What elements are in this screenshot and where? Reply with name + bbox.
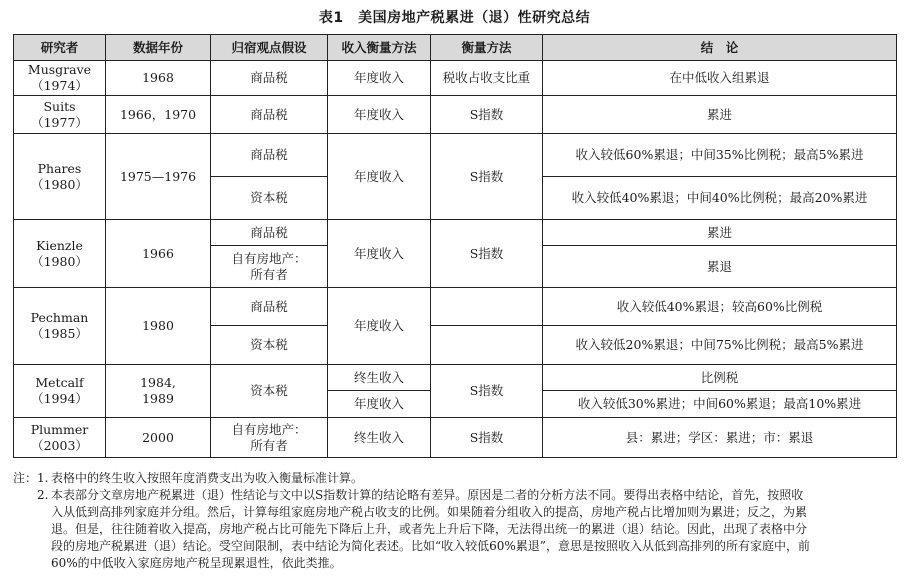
publication-year: （1980）	[31, 253, 88, 269]
publication-year: （1974）	[31, 78, 88, 93]
note-number: 1.	[37, 471, 49, 485]
conclusion-cell: 在中低收入组累退	[543, 61, 897, 96]
publication-year: （1994）	[31, 391, 88, 406]
incidence-cell: 商品税	[211, 134, 328, 177]
note-text: 段的房地产税累进（退）结论。受空间限制，表中结论为简化表述。比如“收入较低60%累退”，意思是按照收入从低到高排列的所有家庭中，前	[51, 539, 810, 553]
income-cell: 年度收入	[328, 288, 431, 365]
header-researcher: 研究者	[14, 35, 106, 61]
measure-cell: S指数	[431, 365, 543, 418]
note-number: 2.	[37, 488, 49, 502]
table-row	[14, 96, 897, 134]
income-cell: 终生收入	[328, 365, 431, 391]
data-year-cell: 1966	[106, 220, 211, 288]
incidence-cell	[211, 418, 328, 458]
conclusion-cell: 收入较低60%累退；中间35%比例税；最高5%累进	[543, 134, 897, 177]
note-text: 入从低到高排列家庭并分组。然后，计算每组家庭房地产税占收支的比例。如果随着分组收入的提高，房地产税占比增加则为累进；反之，为累	[51, 505, 808, 519]
header-data-year: 数据年份	[106, 35, 211, 61]
table-row	[14, 288, 897, 326]
measure-cell: S指数	[431, 134, 543, 220]
header-conclusion: 结 论	[543, 35, 897, 61]
data-year-cell: 2000	[106, 418, 211, 458]
income-cell: 年度收入	[328, 96, 431, 134]
income-cell: 年度收入	[328, 61, 431, 96]
note-text: 60%的中低收入家庭房地产税呈现累退性，依此类推。	[51, 556, 342, 570]
researcher-name: Kienzle	[36, 237, 83, 253]
conclusion-cell: 收入较低20%累退；中间75%比例税；最高5%累进	[543, 326, 897, 365]
table-row	[14, 365, 897, 391]
measure-cell: 税收占收支比重	[431, 61, 543, 96]
researcher-cell	[14, 61, 106, 96]
header-income-measure: 收入衡量方法	[328, 35, 431, 61]
conclusion-cell: 收入较低30%累进；中间60%累退；最高10%累进	[543, 391, 897, 418]
incidence-cell: 商品税	[211, 220, 328, 246]
data-year-cell: 1966，1970	[106, 96, 211, 134]
data-year-cell: 1975—1976	[106, 134, 211, 220]
researcher-name: Phares	[37, 160, 82, 176]
data-year-cell: 1968	[106, 61, 211, 96]
header-incidence: 归宿观点假设	[211, 35, 328, 61]
table-row	[14, 61, 897, 96]
researcher-name: Suits	[43, 98, 76, 114]
table-notes	[13, 470, 896, 572]
researcher-name: Plummer	[30, 421, 89, 437]
researcher-cell	[14, 96, 106, 134]
measure-cell	[431, 326, 543, 365]
incidence-line: 所有者	[250, 437, 288, 453]
publication-year: （1980）	[31, 176, 88, 192]
note-text: 表格中的终生收入按照年度消费支出为收入衡量标准计算。	[51, 471, 364, 485]
researcher-cell	[14, 134, 106, 220]
data-year-cell	[106, 365, 211, 418]
table-row	[14, 134, 897, 177]
income-cell: 终生收入	[328, 418, 431, 458]
conclusion-cell: 收入较低40%累退；较高60%比例税	[543, 288, 897, 326]
data-year-cell: 1980	[106, 288, 211, 365]
incidence-cell: 商品税	[211, 96, 328, 134]
research-summary-table	[13, 34, 897, 458]
table-title: 表1 美国房地产税累进（退）性研究总结	[318, 10, 591, 26]
note-2	[13, 487, 896, 504]
incidence-line: 自有房地产：	[231, 421, 307, 437]
incidence-cell: 资本税	[211, 326, 328, 365]
note-1	[13, 470, 896, 487]
note-text: 本表部分文章房地产税累进（退）性结论与文中以S指数计算的结论略有差异。原因是二者的分析方法不同。要得出表格中结论，首先，按照收	[51, 488, 804, 502]
measure-cell: S指数	[431, 96, 543, 134]
publication-year: （2003）	[31, 437, 88, 453]
researcher-cell	[14, 418, 106, 458]
incidence-line: 自有房地产：	[231, 250, 307, 266]
conclusion-cell: 累进	[543, 220, 897, 246]
researcher-cell	[14, 220, 106, 288]
researcher-name: Pechman	[30, 310, 89, 325]
table-row	[14, 418, 897, 458]
researcher-name: Metcalf	[35, 375, 84, 390]
incidence-line: 所有者	[250, 266, 288, 282]
note-lead: 注：	[13, 471, 38, 485]
conclusion-cell: 比例税	[543, 365, 897, 391]
incidence-cell: 商品税	[211, 288, 328, 326]
incidence-cell: 资本税	[211, 365, 328, 418]
incidence-cell: 商品税	[211, 61, 328, 96]
conclusion-cell: 累退	[543, 246, 897, 288]
data-year-line: 1984,	[140, 375, 176, 390]
header-measure-method: 衡量方法	[431, 35, 543, 61]
incidence-cell	[211, 246, 328, 288]
researcher-cell	[14, 365, 106, 418]
conclusion-cell: 县：累进；学区：累进；市：累退	[543, 418, 897, 458]
measure-cell: S指数	[431, 220, 543, 288]
measure-cell: S指数	[431, 418, 543, 458]
table-row	[14, 220, 897, 246]
conclusion-cell: 累进	[543, 96, 897, 134]
conclusion-cell: 收入较低40%累退；中间40%比例税；最高20%累进	[543, 177, 897, 220]
researcher-cell	[14, 288, 106, 365]
publication-year: （1985）	[31, 326, 88, 341]
note-text: 退。但是，往往随着收入提高，房地产税占比可能先下降后上升，或者先上升后下降，无法得出统一的累进（退）结论。因此，出现了表格中分	[51, 522, 808, 536]
researcher-name: Musgrave	[27, 62, 92, 77]
income-cell: 年度收入	[328, 391, 431, 418]
data-year-line: 1989	[142, 391, 174, 406]
header-row	[14, 35, 897, 61]
income-cell: 年度收入	[328, 134, 431, 220]
measure-cell	[431, 288, 543, 326]
publication-year: （1977）	[31, 114, 88, 130]
income-cell: 年度收入	[328, 220, 431, 288]
incidence-cell: 资本税	[211, 177, 328, 220]
